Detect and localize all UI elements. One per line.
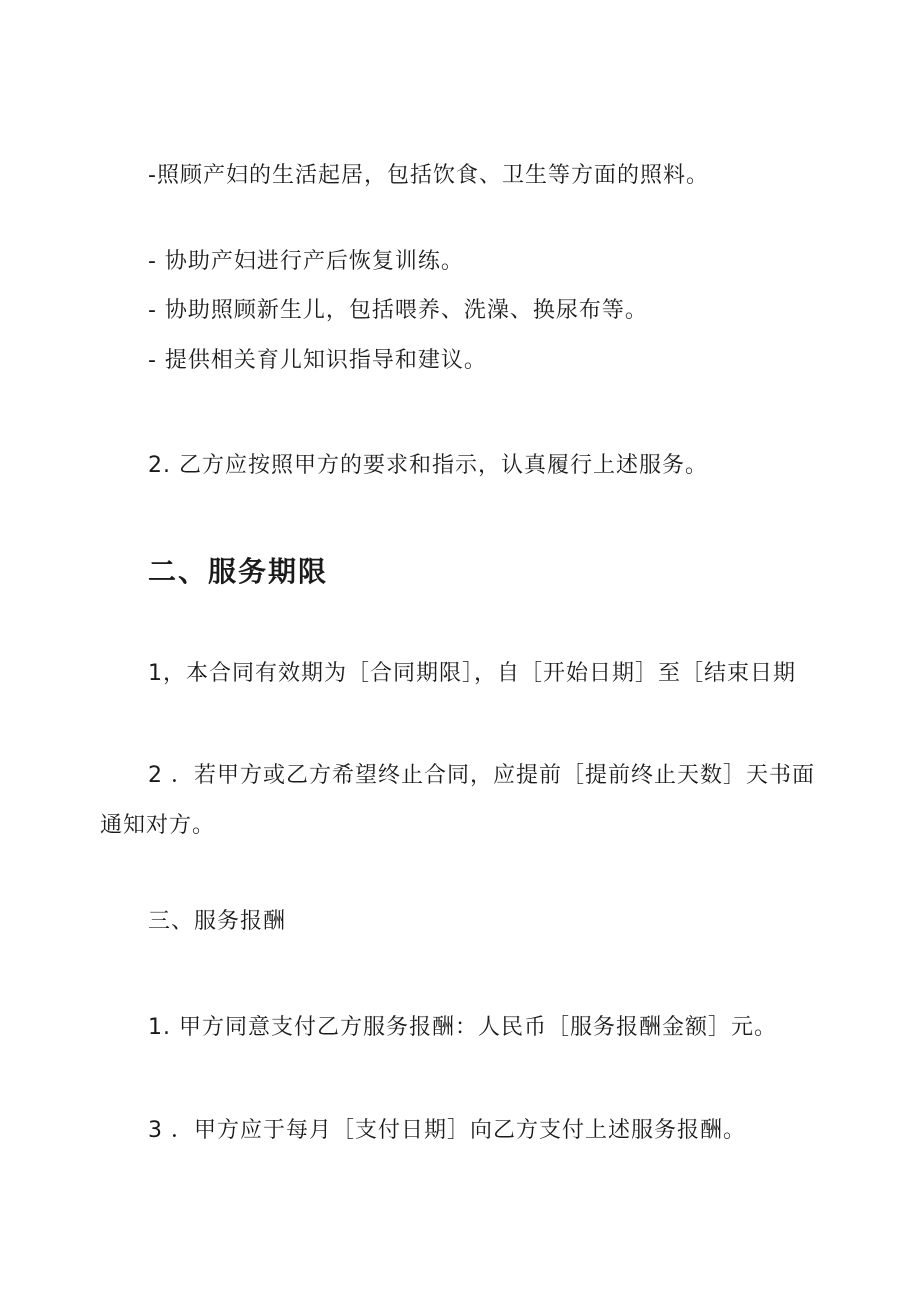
section-heading-service-term: 二、服务期限 [148,555,329,588]
section-heading-remuneration: 三、服务报酬 [148,909,287,934]
term-clause-2-continuation: 通知对方。 [100,813,216,838]
duty-item-newborn-care: - 协助照顾新生儿，包括喂养、洗澡、换尿布等。 [148,298,648,323]
pay-clause-1-amount: 1. 甲方同意支付乙方服务报酬：人民币［服务报酬金额］元。 [148,1015,777,1040]
pay-clause-3-payment-date: 3 ．甲方应于每月［支付日期］向乙方支付上述服务报酬。 [148,1118,746,1143]
duty-item-daily-care: -照顾产妇的生活起居，包括饮食、卫生等方面的照料。 [148,163,709,188]
duty-item-recovery-training: - 协助产妇进行产后恢复训练。 [148,249,464,274]
duty-item-parenting-guidance: - 提供相关育儿知识指导和建议。 [148,348,487,373]
term-clause-1-validity: 1，本合同有效期为［合同期限］，自［开始日期］至［结束日期 [148,661,796,686]
term-clause-2-termination: 2 ．若甲方或乙方希望终止合同，应提前［提前终止天数］天书面 [148,763,815,788]
clause-2-perform-services: 2. 乙方应按照甲方的要求和指示，认真履行上述服务。 [148,453,708,478]
